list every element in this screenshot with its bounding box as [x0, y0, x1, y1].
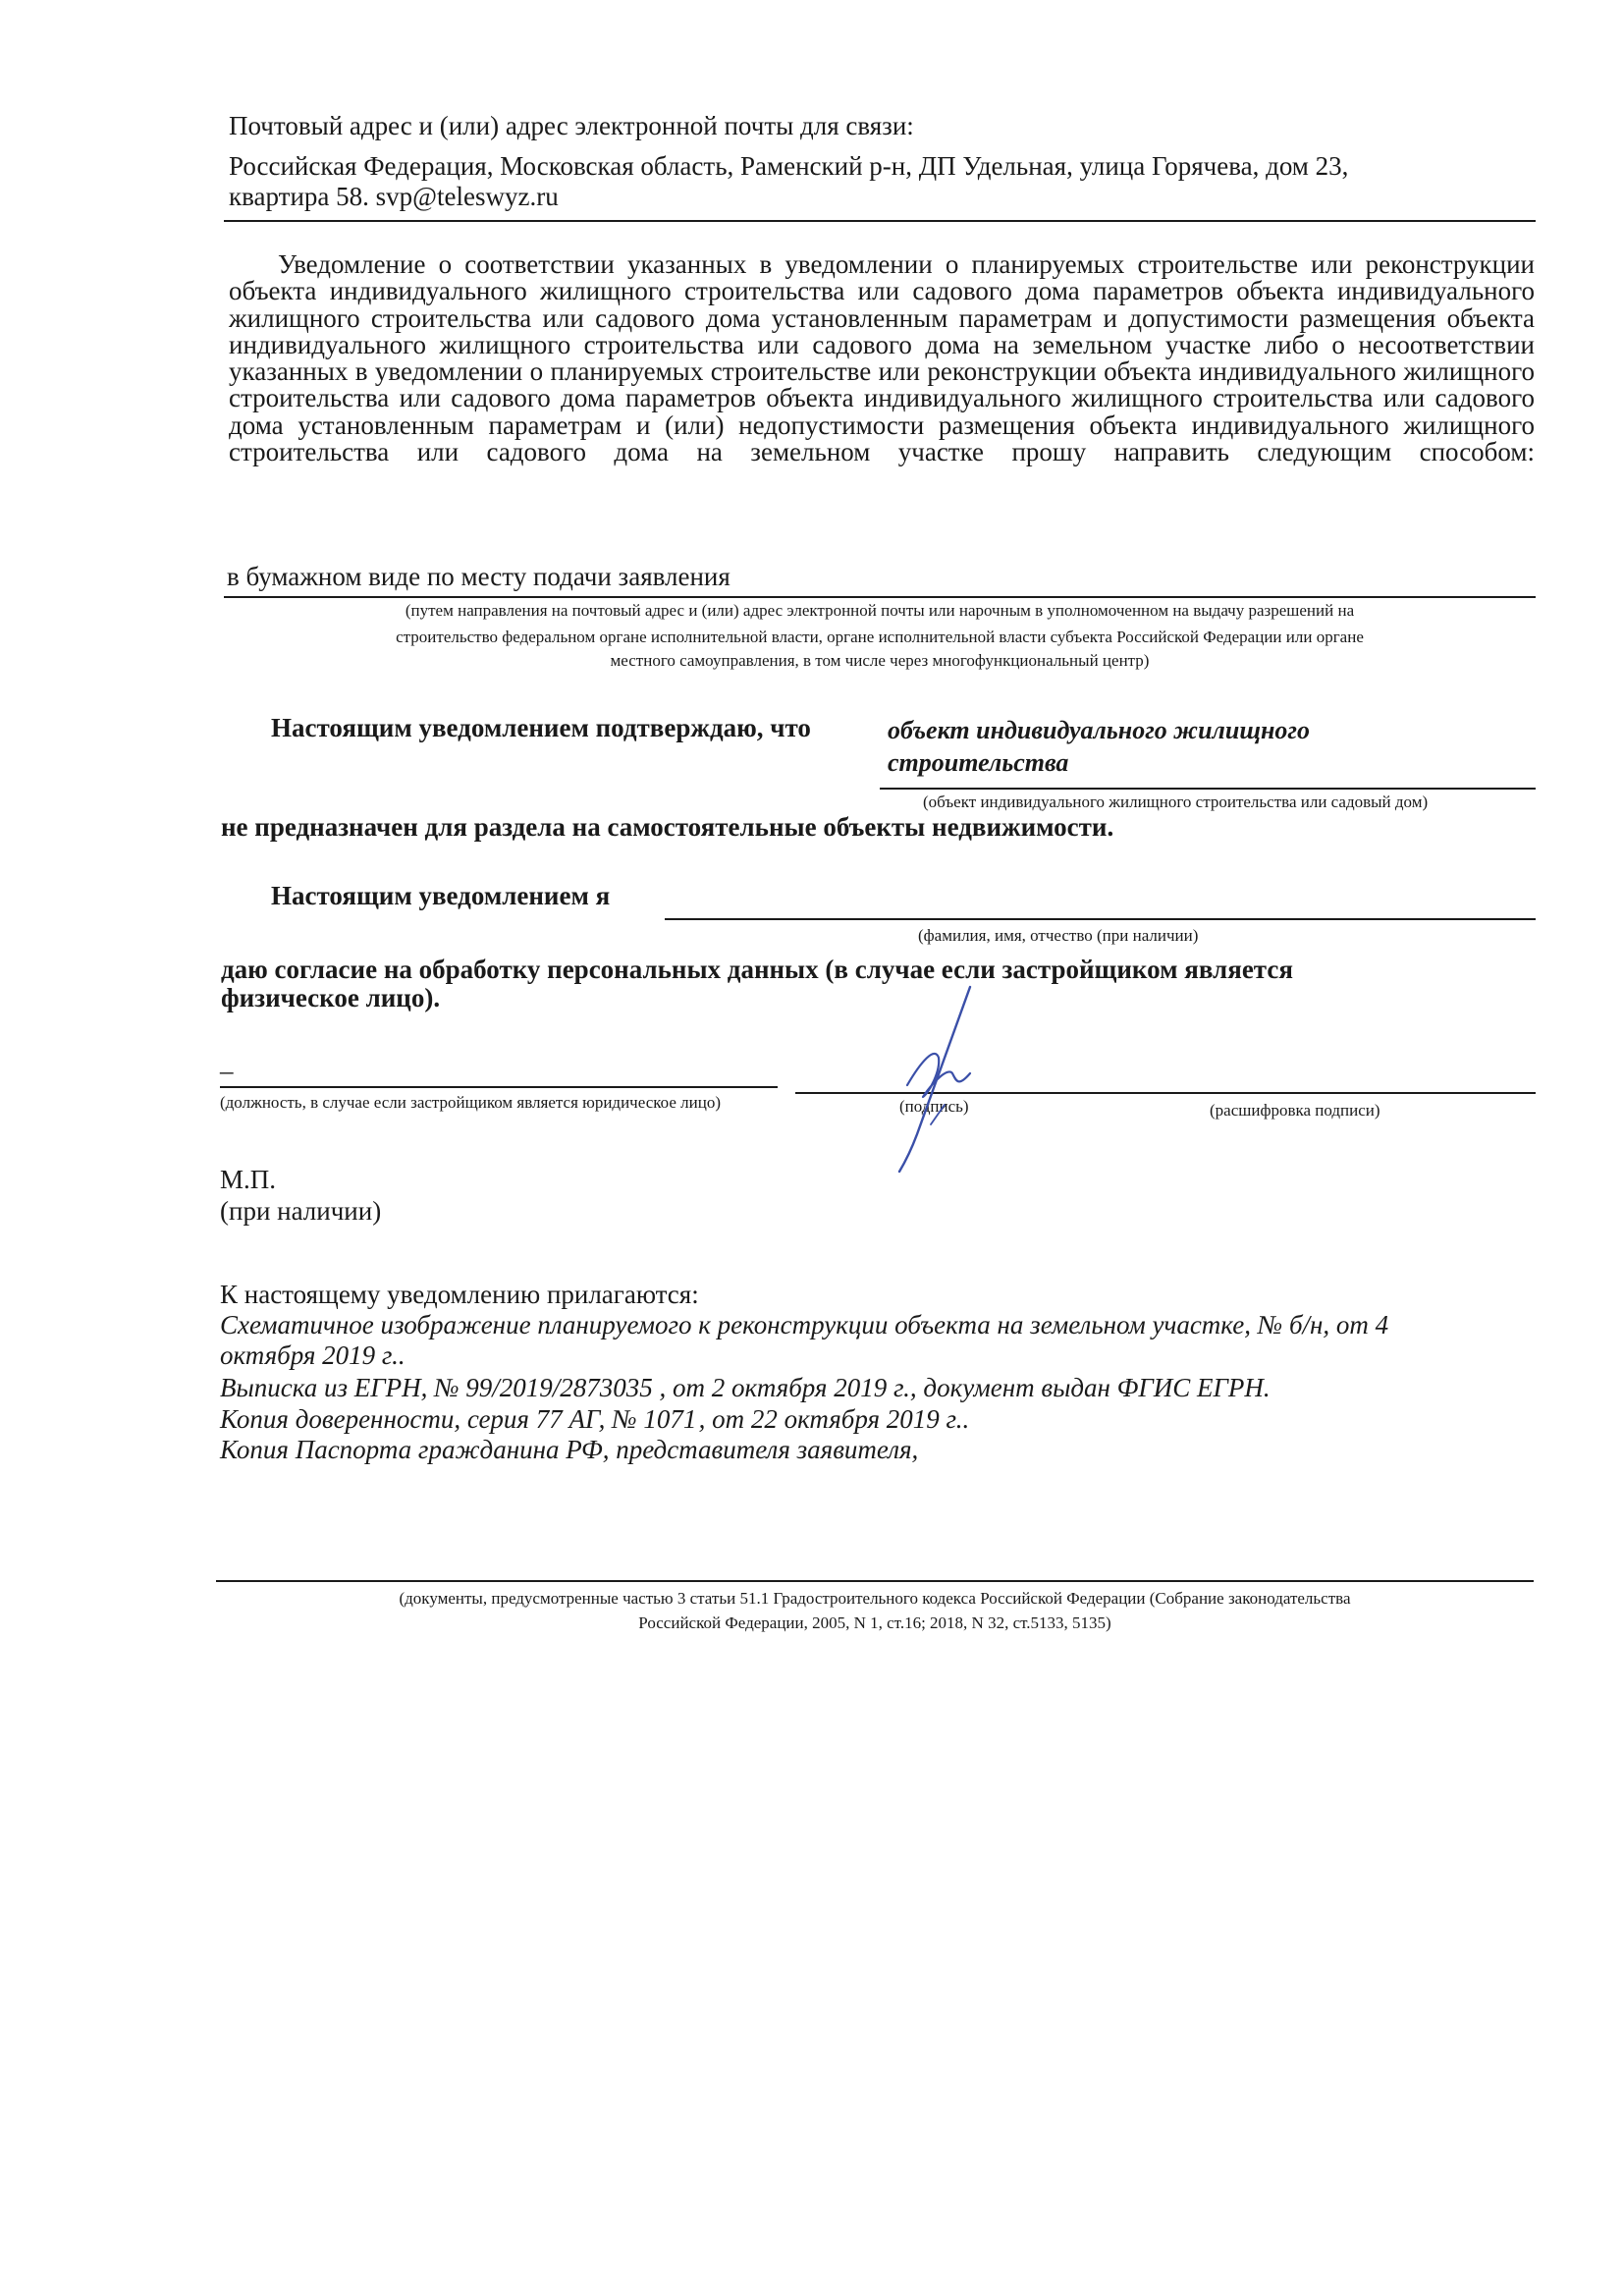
- attachments-underline: [216, 1580, 1534, 1582]
- consent-line1: даю согласие на обработку персональных данных (в случае если застройщиком является: [221, 955, 1293, 984]
- attachment-item: Копия доверенности, серия 77 АГ, № 1071 , от 22 октября 2019 г..: [220, 1404, 970, 1434]
- attachment-item: октября 2019 г..: [220, 1340, 406, 1370]
- consent-lead: Настоящим уведомлением я: [271, 881, 611, 910]
- contact-underline: [224, 220, 1536, 222]
- attachments-hint-line2: Российской Федерации, 2005, N 1, ст.16; 2018, N 32, ст.5133, 5135): [638, 1613, 1111, 1632]
- contact-label: Почтовый адрес и (или) адрес электронной почты для связи:: [229, 111, 914, 140]
- delivery-hint-line1: (путем направления на почтовый адрес и (или) адрес электронной почты или нарочным в уполномоченном на выдачу разрешений на: [405, 601, 1355, 620]
- stamp-label: М.П.: [220, 1165, 277, 1194]
- delivery-hint-line3: местного самоуправления, в том числе через многофункциональный центр): [610, 651, 1150, 670]
- position-value: _: [220, 1047, 234, 1076]
- delivery-method-value: в бумажном виде по месту подачи заявления: [227, 562, 730, 591]
- attachments-heading: К настоящему уведомлению прилагаются:: [220, 1280, 699, 1309]
- confirm-object-hint: (объект индивидуального жилищного строительства или садовый дом): [923, 793, 1429, 811]
- contact-address-line1: Российская Федерация, Московская область, Раменский р-н, ДП Удельная, улица Горячева, дом 23,: [229, 151, 1349, 181]
- handwritten-signature: [854, 977, 1001, 1174]
- attachments-hint-line1: (документы, предусмотренные частью 3 статьи 51.1 Градостроительного кодекса Российской Федерации (Собрание законодательства: [399, 1589, 1351, 1608]
- consent-name-underline: [665, 918, 1536, 920]
- transcript-hint: (расшифровка подписи): [1210, 1101, 1380, 1120]
- position-hint: (должность, в случае если застройщиком является юридическое лицо): [220, 1093, 721, 1112]
- delivery-underline: [224, 596, 1536, 598]
- delivery-hint-line2: строительство федеральном органе исполнительной власти, органе исполнительной власти субъекта Российской Федерации или органе: [396, 628, 1364, 646]
- consent-name-hint: (фамилия, имя, отчество (при наличии): [918, 926, 1199, 945]
- contact-address-line2: квартира 58. svp@teleswyz.ru: [229, 182, 559, 211]
- consent-line2: физическое лицо).: [221, 983, 441, 1012]
- confirm-object-underline: [880, 788, 1536, 790]
- stamp-note: (при наличии): [220, 1196, 382, 1226]
- attachment-item: Схематичное изображение планируемого к реконструкции объекта на земельном участке, № б/н, от 4: [220, 1310, 1389, 1339]
- confirm-lead: Настоящим уведомлением подтверждаю, что: [271, 713, 811, 742]
- attachment-item: Копия Паспорта гражданина РФ, представителя заявителя,: [220, 1435, 919, 1464]
- position-underline: [220, 1086, 778, 1088]
- signature-hint: (подпись): [899, 1097, 969, 1116]
- confirm-object-line1: объект индивидуального жилищного: [888, 716, 1311, 744]
- notice-paragraph: Уведомление о соответствии указанных в уведомлении о планируемых строительстве или реконструкции объекта индивидуального жилищного строительства или садового дома параметров объекта индивидуального жилищного строительства или садового дома установленным параметрам и допустимости размещения объекта индивидуального жилищного строительства или садового дома на земельном участке либо о несоответствии указанных в уведомлении о планируемых строительстве или реконструкции объекта индивидуального жилищного строительства или садового дома параметров объекта индивидуального жилищного строительства или садового дома установленным параметрам и (или) недопустимости размещения объекта индивидуального жилищного строительства или садового дома на земельном участке прошу направить следующим способом:: [229, 249, 1535, 467]
- confirm-statement: не предназначен для раздела на самостоятельные объекты недвижимости.: [221, 812, 1114, 842]
- confirm-object-line2: строительства: [888, 748, 1069, 777]
- attachment-item: Выписка из ЕГРН, № 99/2019/2873035 , от 2 октября 2019 г., документ выдан ФГИС ЕГРН.: [220, 1373, 1271, 1402]
